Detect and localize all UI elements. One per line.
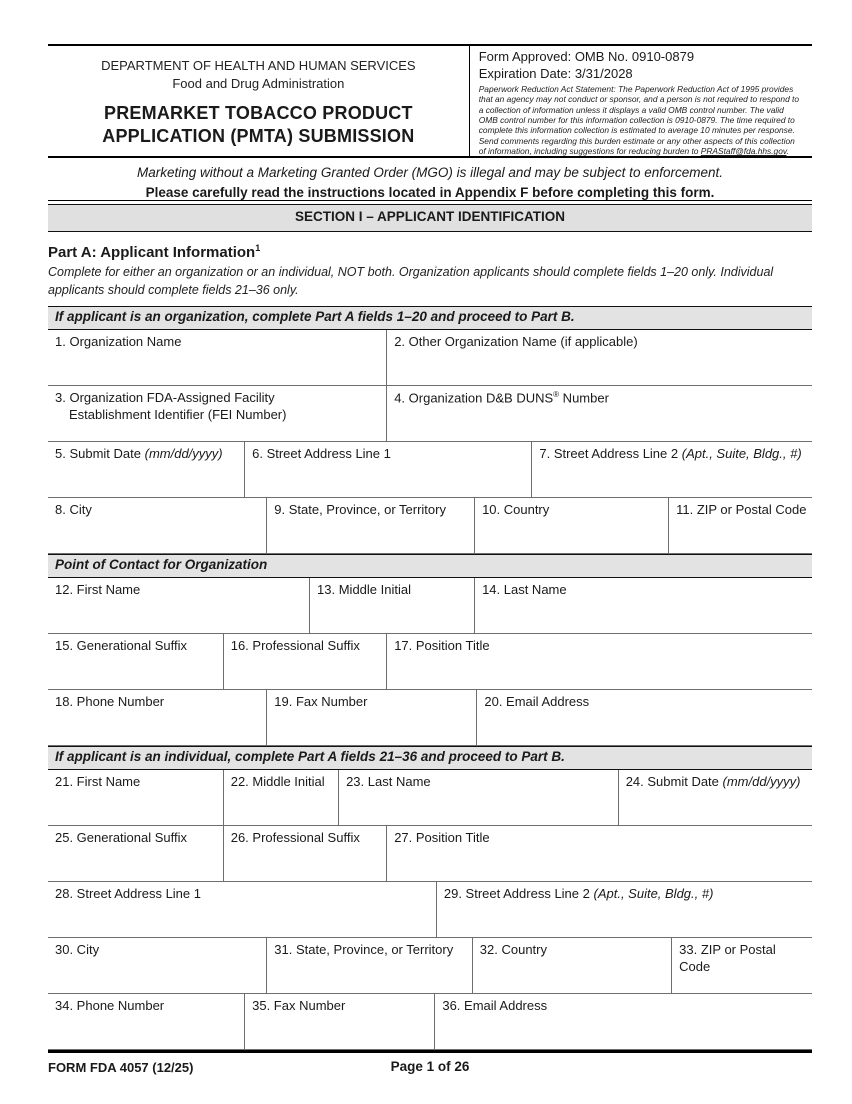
- field-label: 28. Street Address Line 1: [55, 886, 201, 901]
- field-9-state[interactable]: [267, 498, 475, 553]
- field-22-middle-initial[interactable]: [224, 770, 339, 825]
- field-12-first-name[interactable]: [48, 578, 310, 633]
- form-title: [48, 102, 469, 147]
- organization-instruction-bar: If applicant is an organization, complete Part A fields 1–20 and proceed to Part B.: [48, 306, 812, 330]
- part-a-footnote-marker: 1: [255, 243, 261, 253]
- form-header: [48, 44, 812, 158]
- field-17-position-title[interactable]: [387, 634, 812, 689]
- field-26-professional-suffix[interactable]: [224, 826, 387, 881]
- section-1-header: SECTION I – APPLICANT IDENTIFICATION: [48, 204, 812, 232]
- field-35-fax[interactable]: [245, 994, 435, 1049]
- field-label: 21. First Name: [55, 774, 141, 789]
- field-4-duns-number[interactable]: [387, 386, 812, 441]
- field-label-format: (mm/dd/yyyy): [144, 446, 223, 461]
- field-label: 33. ZIP or Postal Code: [679, 942, 776, 974]
- field-label: 36. Email Address: [442, 998, 548, 1013]
- omb-approval: Form Approved: OMB No. 0910-0879: [478, 49, 695, 64]
- field-27-position-title[interactable]: [387, 826, 812, 881]
- field-label: 1. Organization Name: [55, 334, 182, 349]
- field-label: 13. Middle Initial: [317, 582, 411, 597]
- field-label: 6. Street Address Line 1: [252, 446, 391, 461]
- field-label: 34. Phone Number: [55, 998, 165, 1013]
- notice-line1: Marketing without a Marketing Granted Order (MGO) is illegal and may be subject to enforcement.: [136, 165, 723, 180]
- field-label: 35. Fax Number: [252, 998, 346, 1013]
- field-label: 5. Submit Date: [55, 446, 145, 461]
- field-19-fax[interactable]: [267, 690, 477, 745]
- field-label: 31. State, Province, or Territory: [274, 942, 454, 957]
- agency-title-block: [48, 46, 470, 156]
- field-label: 20. Email Address: [484, 694, 590, 709]
- field-5-submit-date[interactable]: [48, 442, 245, 497]
- individual-instruction-bar: If applicant is an individual, complete Part A fields 21–36 and proceed to Part B.: [48, 746, 812, 770]
- field-1-organization-name[interactable]: [48, 330, 387, 385]
- field-label: 8. City: [55, 502, 92, 517]
- field-label: 25. Generational Suffix: [55, 830, 188, 845]
- field-label: 18. Phone Number: [55, 694, 165, 709]
- form-title-line1: PREMARKET TOBACCO PRODUCT: [104, 103, 413, 124]
- table-row: [48, 770, 812, 826]
- part-a-intro: [48, 232, 812, 306]
- field-label: 22. Middle Initial: [230, 774, 325, 789]
- table-row: [48, 498, 812, 554]
- field-label: 9. State, Province, or Territory: [274, 502, 446, 517]
- field-18-phone[interactable]: [48, 690, 267, 745]
- field-label-format: (Apt., Suite, Bldg., #): [593, 886, 714, 901]
- table-row: [48, 386, 812, 442]
- table-row: [48, 690, 812, 746]
- pra-label: Paperwork Reduction Act Statement:: [478, 83, 616, 94]
- pra-period: .: [786, 146, 789, 157]
- field-label: 12. First Name: [55, 582, 141, 597]
- table-row: [48, 578, 812, 634]
- field-label: 19. Fax Number: [274, 694, 368, 709]
- field-13-middle-initial[interactable]: [310, 578, 475, 633]
- field-33-zip[interactable]: [672, 938, 812, 993]
- table-row: [48, 826, 812, 882]
- field-34-phone[interactable]: [48, 994, 245, 1049]
- field-label: 32. Country: [479, 942, 547, 957]
- pra-email-link[interactable]: PRAStaff@fda.hhs.gov: [700, 146, 787, 157]
- part-a-heading: [48, 243, 812, 261]
- table-row: [48, 938, 812, 994]
- agency-name: DEPARTMENT OF HEALTH AND HUMAN SERVICES: [101, 58, 416, 73]
- field-label: 2. Other Organization Name (if applicable): [394, 334, 638, 349]
- field-label: 26. Professional Suffix: [230, 830, 360, 845]
- field-11-zip[interactable]: [669, 498, 812, 553]
- field-label: 16. Professional Suffix: [230, 638, 360, 653]
- table-row: [48, 994, 812, 1050]
- page-number: Page 1 of 26: [390, 1059, 470, 1074]
- enforcement-notice: [48, 158, 812, 201]
- field-21-first-name[interactable]: [48, 770, 224, 825]
- field-29-street-address-2[interactable]: [437, 882, 812, 937]
- field-15-generational-suffix[interactable]: [48, 634, 224, 689]
- field-label: 23. Last Name: [346, 774, 431, 789]
- pra-text: The Paperwork Reduction Act of 1995 provides that an agency may not conduct or sponsor, and a person is not required to respond to a collection of information unless it displays a valid OMB control number. The valid OMB control number for this information collection is 0910-0879. The time required to complete this information collection is estimated to average 10 minutes per response. Send comments regarding this burden estimate or any other aspects of this collection of information, including suggestions for reducing burden to: [478, 83, 800, 157]
- field-label: 15. Generational Suffix: [55, 638, 188, 653]
- field-28-street-address-1[interactable]: [48, 882, 437, 937]
- omb-block: [470, 46, 812, 156]
- field-label: 7. Street Address Line 2: [539, 446, 682, 461]
- field-label: 10. Country: [482, 502, 550, 517]
- part-a-description: Complete for either an organization or an individual, NOT both. Organization applicants should complete fields 1–20 only. Individual applicants should complete fields 21–36 only.: [48, 265, 774, 297]
- field-16-professional-suffix[interactable]: [224, 634, 387, 689]
- table-row: [48, 882, 812, 938]
- omb-expiration: Expiration Date: 3/31/2028: [478, 65, 633, 81]
- field-3-fei-number[interactable]: [48, 386, 387, 441]
- field-10-country[interactable]: [475, 498, 669, 553]
- field-25-generational-suffix[interactable]: [48, 826, 224, 881]
- field-6-street-address-1[interactable]: [245, 442, 532, 497]
- field-label: 14. Last Name: [482, 582, 567, 597]
- table-row: [48, 634, 812, 690]
- table-row: [48, 330, 812, 386]
- field-label-format: (mm/dd/yyyy): [722, 774, 801, 789]
- notice-line2: Please carefully read the instructions located in Appendix F before completing this form.: [145, 184, 715, 200]
- field-label: 4. Organization D&B DUNS: [394, 390, 554, 406]
- field-32-country[interactable]: [473, 938, 672, 993]
- field-20-email[interactable]: [477, 690, 812, 745]
- field-23-last-name[interactable]: [339, 770, 619, 825]
- field-7-street-address-2[interactable]: [532, 442, 812, 497]
- page-footer: [48, 1050, 812, 1080]
- field-label-format: (Apt., Suite, Bldg., #): [681, 446, 802, 461]
- field-8-city[interactable]: [48, 498, 267, 553]
- form-title-line2: APPLICATION (PMTA) SUBMISSION: [102, 125, 415, 146]
- field-label: 11. ZIP or Postal Code: [676, 502, 807, 517]
- agency-subname: Food and Drug Administration: [172, 75, 345, 91]
- field-30-city[interactable]: [48, 938, 267, 993]
- field-label-line2: Establishment Identifier (FEI Number): [69, 406, 287, 422]
- table-row: [48, 442, 812, 498]
- field-31-state[interactable]: [267, 938, 473, 993]
- field-label-cont: Number: [559, 390, 609, 406]
- registered-mark: ®: [553, 390, 560, 399]
- form-number: FORM FDA 4057 (12/25): [48, 1060, 194, 1075]
- field-label: 3. Organization FDA-Assigned Facility: [55, 390, 275, 405]
- field-24-submit-date[interactable]: [619, 770, 812, 825]
- field-36-email[interactable]: [435, 994, 812, 1049]
- field-label: 27. Position Title: [394, 830, 490, 845]
- field-14-last-name[interactable]: [475, 578, 812, 633]
- point-of-contact-bar: Point of Contact for Organization: [48, 554, 812, 578]
- field-label: 24. Submit Date: [625, 774, 723, 789]
- field-label: 29. Street Address Line 2: [443, 886, 594, 901]
- field-label: 30. City: [55, 942, 100, 957]
- paperwork-reduction-statement: [479, 84, 804, 157]
- part-a-heading-text: Part A: Applicant Information: [48, 244, 256, 261]
- field-label: 17. Position Title: [394, 638, 490, 653]
- field-2-other-organization-name[interactable]: [387, 330, 812, 385]
